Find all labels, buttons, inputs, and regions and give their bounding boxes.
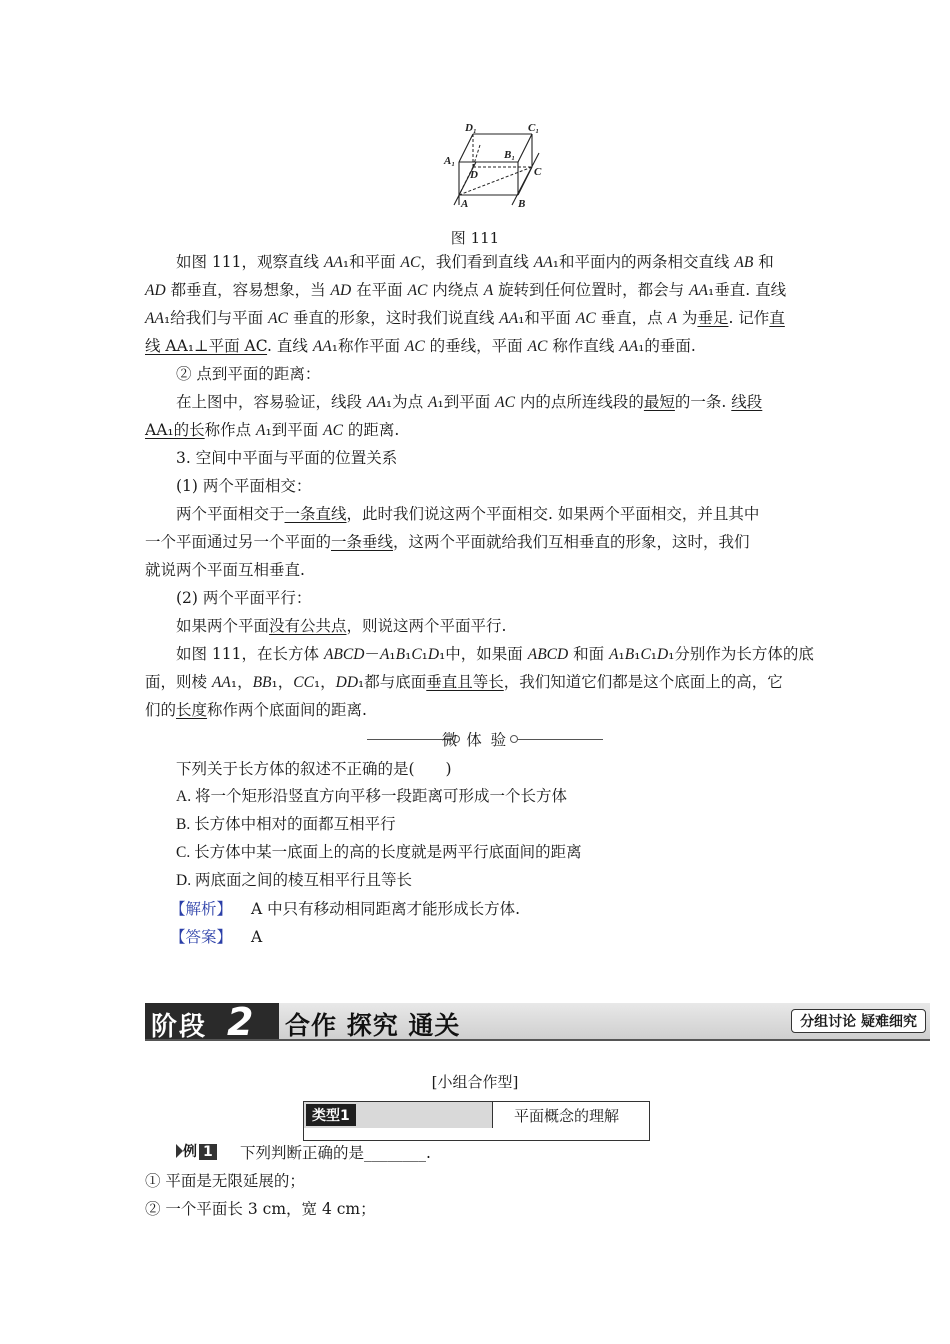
math-symbol: A bbox=[379, 646, 390, 663]
math-symbol: AA bbox=[689, 282, 708, 299]
text-run: 内的点所连线段的 bbox=[514, 393, 644, 411]
text-run: (2) 两个平面平行： bbox=[176, 589, 312, 607]
text-run: 称作直线 bbox=[547, 337, 620, 355]
underlined-term: 线段 bbox=[731, 393, 763, 411]
text-run: . 直线 bbox=[267, 337, 313, 355]
math-symbol: A bbox=[667, 310, 677, 327]
body-line bbox=[145, 672, 783, 693]
example-item-1: ① 平面是无限延展的； bbox=[145, 1172, 305, 1190]
stage-block bbox=[145, 1000, 279, 1044]
stage-banner bbox=[145, 1000, 930, 1044]
text-run: 称作点 bbox=[204, 421, 257, 439]
text-run: 为 bbox=[677, 309, 698, 327]
text-run: 的距离. bbox=[342, 421, 400, 439]
text-run: 和面 bbox=[568, 645, 610, 663]
text-run: 如图 111，观察直线 bbox=[176, 253, 324, 271]
body-line bbox=[145, 308, 785, 329]
math-symbol: AC bbox=[527, 338, 548, 355]
label-c1: C₁ bbox=[528, 122, 540, 134]
underlined-term: 一条直线 bbox=[284, 505, 347, 523]
body-line bbox=[176, 616, 506, 636]
text-run: 如图 111，在长方体 bbox=[176, 645, 324, 663]
underlined-term: 线 AA₁⊥平面 AC bbox=[145, 337, 268, 355]
body-line bbox=[145, 420, 399, 441]
text-run: 3. 空间中平面与平面的位置关系 bbox=[176, 449, 398, 467]
text-run: 一个平面通过另一个平面的 bbox=[145, 533, 332, 551]
math-symbol: AB bbox=[734, 254, 754, 271]
example-number: 1 bbox=[199, 1144, 217, 1160]
body-line bbox=[145, 560, 305, 580]
text-run: ₁和平面 bbox=[518, 309, 576, 327]
text-run: 的垂线，平面 bbox=[424, 337, 528, 355]
math-symbol: AC bbox=[400, 254, 421, 271]
math-symbol: CC bbox=[293, 674, 314, 691]
type-left-cell bbox=[304, 1102, 493, 1128]
text-run: ，这两个平面就给我们互相垂直的形象，这时，我们 bbox=[393, 533, 750, 551]
text-run: ₁， bbox=[271, 673, 294, 691]
question-stem: 下列关于长方体的叙述不正确的是( ) bbox=[176, 760, 452, 778]
text-run: 们的 bbox=[145, 701, 177, 719]
text-run: 垂直，点 bbox=[595, 309, 668, 327]
text-run: ₁到平面 bbox=[437, 393, 496, 411]
math-symbol: AC bbox=[407, 282, 428, 299]
body-line bbox=[176, 504, 759, 524]
math-symbol: A bbox=[428, 394, 438, 411]
text-run: ，我们看到直线 bbox=[420, 253, 534, 271]
body-line bbox=[176, 448, 397, 468]
text-run: ₁到平面 bbox=[265, 421, 324, 439]
underlined-term: 垂直且等长 bbox=[426, 673, 504, 691]
underlined-term: 最短 bbox=[643, 393, 675, 411]
math-symbol: AC bbox=[404, 338, 425, 355]
text-run: － bbox=[364, 645, 380, 663]
cuboid-figure bbox=[440, 120, 550, 215]
math-symbol: AC bbox=[495, 394, 515, 411]
math-symbol: AA bbox=[533, 254, 553, 271]
text-run: 在上图中，容易验证，线段 bbox=[176, 393, 367, 411]
type-label: 类型1 bbox=[306, 1104, 356, 1126]
option-c: C. 长方体中某一底面上的高的长度就是两平行底面间的距离 bbox=[176, 844, 582, 861]
type-box bbox=[303, 1101, 650, 1141]
text-run: 面，则棱 bbox=[145, 673, 212, 691]
text-run: ₁中，如果面 bbox=[439, 645, 528, 663]
label-a: A bbox=[461, 198, 469, 210]
body-line bbox=[176, 252, 774, 273]
math-symbol: BB bbox=[252, 674, 272, 691]
math-symbol: AC bbox=[268, 310, 288, 327]
answer bbox=[170, 927, 262, 947]
math-symbol: AD bbox=[145, 282, 166, 299]
text-run: ₁ bbox=[618, 645, 625, 663]
text-run: ₁， bbox=[230, 673, 253, 691]
text-run: ₁， bbox=[313, 673, 336, 691]
type-title: 平面概念的理解 bbox=[514, 1107, 620, 1125]
example-text: 下列判断正确的是________. bbox=[240, 1144, 431, 1162]
text-run: ₁ bbox=[389, 645, 396, 663]
text-run: ₁和平面内的两条相交直线 bbox=[552, 253, 735, 271]
stage-tag: 分组讨论 疑难细究 bbox=[791, 1009, 926, 1033]
body-line bbox=[176, 588, 311, 608]
body-line bbox=[145, 700, 367, 720]
text-run: ② 点到平面的距离： bbox=[176, 365, 321, 383]
math-symbol: C bbox=[640, 646, 651, 663]
figure-caption: 图 111 bbox=[450, 229, 500, 247]
body-line bbox=[176, 644, 814, 665]
math-symbol: AA bbox=[312, 338, 332, 355]
text-run: ₁为点 bbox=[385, 393, 429, 411]
underlined-term: 垂足 bbox=[697, 309, 729, 327]
math-symbol: ABCD bbox=[323, 646, 365, 663]
text-run: ₁都与底面 bbox=[358, 673, 427, 691]
text-run: 和 bbox=[753, 253, 774, 271]
answer-label: 【答案】 bbox=[170, 928, 233, 946]
label-c: C bbox=[534, 166, 542, 178]
math-symbol: AA bbox=[323, 254, 343, 271]
math-symbol: AD bbox=[330, 282, 352, 299]
text-run: ₁垂直. 直线 bbox=[708, 281, 787, 299]
label-b: B bbox=[518, 198, 526, 210]
text-run: 都垂直，容易想象，当 bbox=[165, 281, 331, 299]
text-run: 就说两个平面互相垂直. bbox=[145, 561, 305, 579]
math-symbol: D bbox=[427, 646, 440, 663]
mini-section-title: 微 体 验 bbox=[441, 731, 509, 749]
math-symbol: C bbox=[411, 646, 422, 663]
underlined-term: 长度 bbox=[176, 701, 208, 719]
stage-number: 2 bbox=[227, 1000, 254, 1044]
text-run: ₁ bbox=[634, 645, 641, 663]
math-symbol: AA bbox=[619, 338, 639, 355]
text-run: 两个平面相交于 bbox=[176, 505, 285, 523]
math-symbol: DD bbox=[335, 674, 359, 691]
body-line bbox=[145, 336, 696, 357]
body-line bbox=[176, 392, 762, 413]
analysis-label: 【解析】 bbox=[170, 900, 233, 918]
math-symbol: D bbox=[657, 646, 669, 663]
math-symbol: B bbox=[395, 646, 406, 663]
math-symbol: AA bbox=[499, 310, 519, 327]
label-d: D bbox=[470, 169, 478, 181]
text-run: 称作两个底面间的距离. bbox=[207, 701, 367, 719]
group-type: [小组合作型] bbox=[431, 1073, 519, 1091]
text-run: 垂直的形象，这时我们说直线 bbox=[287, 309, 500, 327]
math-symbol: AC bbox=[575, 310, 596, 327]
label-d1: D₁ bbox=[465, 122, 477, 134]
example-arrow-icon bbox=[176, 1144, 183, 1158]
stage-word: 阶段 bbox=[151, 1012, 208, 1042]
math-symbol: A bbox=[609, 646, 619, 663]
text-run: ₁ bbox=[650, 645, 657, 663]
answer-text: A bbox=[250, 928, 263, 946]
text-run: ₁ bbox=[405, 645, 412, 663]
label-a1: A₁ bbox=[444, 155, 456, 167]
analysis bbox=[170, 899, 520, 919]
math-symbol: AC bbox=[323, 422, 343, 439]
text-run: 旋转到任何位置时，都会与 bbox=[493, 281, 690, 299]
label-b1: B₁ bbox=[504, 149, 516, 161]
body-line bbox=[145, 532, 750, 552]
body-line bbox=[176, 476, 311, 496]
underlined-term: 直 bbox=[769, 309, 785, 327]
math-symbol: AA bbox=[366, 394, 386, 411]
text-run: ₁称作平面 bbox=[331, 337, 405, 355]
stage-title: 合作 探究 通关 bbox=[285, 1011, 461, 1040]
text-run: ₁给我们与平面 bbox=[163, 309, 269, 327]
text-run: ₁ bbox=[421, 645, 428, 663]
text-run: 内绕点 bbox=[427, 281, 484, 299]
option-b: B. 长方体中相对的面都互相平行 bbox=[176, 816, 396, 833]
text-run: ₁和平面 bbox=[342, 253, 401, 271]
underlined-term: 一条垂线 bbox=[331, 533, 394, 551]
body-line bbox=[176, 364, 320, 384]
text-run: 如果两个平面 bbox=[176, 617, 270, 635]
text-run: ₁分别作为长方体的底 bbox=[668, 645, 814, 663]
option-a: A. 将一个矩形沿竖直方向平移一段距离可形成一个长方体 bbox=[176, 788, 567, 805]
underlined-term: AA₁的长 bbox=[145, 421, 205, 439]
example-item-2: ② 一个平面长 3 cm，宽 4 cm； bbox=[145, 1200, 376, 1218]
math-symbol: A bbox=[483, 282, 494, 299]
math-symbol: AA bbox=[145, 310, 164, 327]
example-tag bbox=[176, 1141, 217, 1161]
underlined-term: 没有公共点 bbox=[269, 617, 347, 635]
text-run: 的一条. bbox=[674, 393, 732, 411]
text-run: 在平面 bbox=[351, 281, 408, 299]
math-symbol: ABCD bbox=[527, 646, 569, 663]
math-symbol: A bbox=[256, 422, 266, 439]
text-run: (1) 两个平面相交： bbox=[176, 477, 312, 495]
text-run: ₁的垂面. bbox=[638, 337, 696, 355]
text-run: ，则说这两个平面平行. bbox=[346, 617, 507, 635]
example-label: 例 bbox=[183, 1144, 197, 1160]
option-d: D. 两底面之间的棱互相平行且等长 bbox=[176, 872, 412, 889]
text-run: ，此时我们说这两个平面相交. 如果两个平面相交，并且其中 bbox=[346, 505, 760, 523]
body-line bbox=[145, 280, 786, 301]
math-symbol: AA bbox=[211, 674, 231, 691]
math-symbol: B bbox=[624, 646, 635, 663]
analysis-text: A 中只有移动相同距离才能形成长方体. bbox=[250, 900, 521, 918]
text-run: . 记作 bbox=[728, 309, 770, 327]
text-run: ，我们知道它们都是这个底面上的高，它 bbox=[503, 673, 783, 691]
